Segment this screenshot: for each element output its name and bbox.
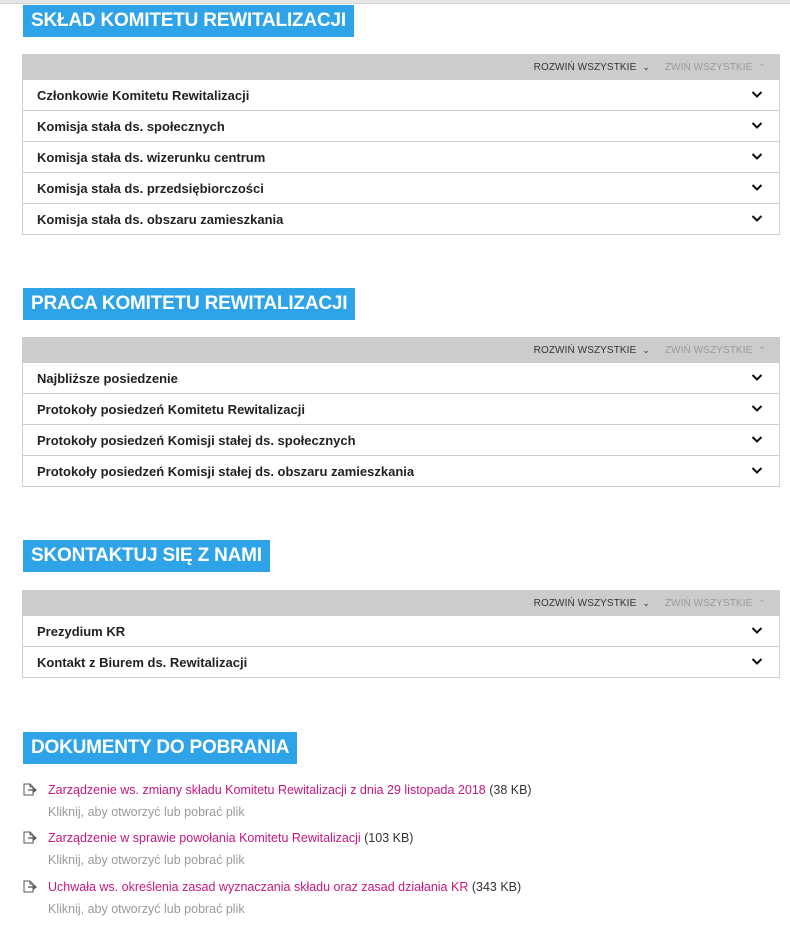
expand-all-label: ROZWIŃ WSZYSTKIE: [533, 62, 637, 73]
file-size: (38 KB): [489, 783, 532, 797]
accordion-kontakt: [22, 590, 780, 678]
collapse-all-label: ZWIŃ WSZYSTKIE: [664, 598, 753, 609]
chevron-down-icon: [751, 181, 763, 193]
chevron-down-icon: [751, 119, 763, 131]
chevron-down-icon: [751, 624, 763, 636]
section-title-sklad: SKŁAD KOMITETU REWITALIZACJI: [23, 5, 354, 37]
collapse-all-label: ZWIŃ WSZYSTKIE: [664, 62, 753, 73]
download-hint: Kliknij, aby otworzyć lub pobrać plik: [48, 902, 245, 916]
accordion-item-przedsiebiorczosci[interactable]: [23, 172, 779, 203]
chevron-down-icon: [751, 88, 763, 100]
accordion-toolbar: [22, 54, 780, 80]
download-link[interactable]: Uchwała ws. określenia zasad wyznaczania składu oraz zasad działania KR: [48, 880, 469, 894]
chevron-down-icon: ⌄: [642, 345, 650, 355]
file-icon: [22, 831, 38, 845]
accordion-item-prezydium[interactable]: [23, 616, 779, 646]
accordion-item-label: Prezydium KR: [37, 624, 126, 639]
accordion-item-protokoly-komitetu[interactable]: [23, 393, 779, 424]
accordion-item-label: Komisja stała ds. wizerunku centrum: [37, 150, 266, 165]
chevron-down-icon: [751, 212, 763, 224]
accordion-list: [22, 616, 780, 678]
collapse-all-button[interactable]: [665, 62, 766, 73]
accordion-item-protokoly-spolecznych[interactable]: [23, 424, 779, 455]
accordion-list: [22, 363, 780, 487]
file-size: (103 KB): [364, 831, 414, 845]
download-hint: Kliknij, aby otworzyć lub pobrać plik: [48, 853, 245, 867]
download-hint: Kliknij, aby otworzyć lub pobrać plik: [48, 805, 245, 819]
expand-all-button[interactable]: [534, 598, 650, 609]
collapse-all-label: ZWIŃ WSZYSTKIE: [664, 345, 753, 356]
chevron-up-icon: ⌃: [758, 345, 766, 355]
file-icon: [22, 783, 38, 797]
accordion-item-czlonkowie[interactable]: [23, 80, 779, 110]
accordion-item-label: Komisja stała ds. obszaru zamieszkania: [37, 212, 284, 227]
chevron-down-icon: [751, 655, 763, 667]
accordion-sklad: [22, 54, 780, 235]
accordion-item-zamieszkania[interactable]: [23, 203, 779, 234]
top-divider: [0, 0, 790, 4]
accordion-item-spolecznych[interactable]: [23, 110, 779, 141]
chevron-up-icon: ⌃: [758, 62, 766, 72]
collapse-all-button[interactable]: [665, 598, 766, 609]
chevron-down-icon: [751, 371, 763, 383]
file-size: (343 KB): [471, 880, 522, 894]
section-title-dokumenty: DOKUMENTY DO POBRANIA: [23, 732, 297, 764]
accordion-item-label: Najbliższe posiedzenie: [37, 371, 178, 386]
section-title-praca: PRACA KOMITETU REWITALIZACJI: [23, 288, 355, 320]
chevron-down-icon: ⌄: [642, 62, 650, 72]
accordion-praca: [22, 337, 780, 487]
accordion-item-wizerunku[interactable]: [23, 141, 779, 172]
download-link[interactable]: Zarządzenie ws. zmiany składu Komitetu Rewitalizacji z dnia 29 listopada 2018: [48, 783, 486, 797]
collapse-all-button[interactable]: [665, 345, 766, 356]
chevron-down-icon: [751, 433, 763, 445]
expand-all-button[interactable]: [534, 62, 650, 73]
accordion-item-label: Protokoły posiedzeń Komisji stałej ds. społecznych: [37, 433, 356, 448]
chevron-up-icon: ⌃: [758, 598, 766, 608]
chevron-down-icon: [751, 402, 763, 414]
accordion-item-label: Członkowie Komitetu Rewitalizacji: [37, 88, 250, 103]
accordion-item-label: Komisja stała ds. społecznych: [37, 119, 225, 134]
accordion-item-label: Protokoły posiedzeń Komitetu Rewitalizacji: [37, 402, 305, 417]
accordion-item-label: Protokoły posiedzeń Komisji stałej ds. obszaru zamieszkania: [37, 464, 415, 479]
accordion-item-label: Kontakt z Biurem ds. Rewitalizacji: [37, 655, 248, 670]
accordion-item-biuro[interactable]: [23, 646, 779, 677]
accordion-list: [22, 80, 780, 235]
expand-all-label: ROZWIŃ WSZYSTKIE: [533, 345, 637, 356]
accordion-item-najblizsze[interactable]: [23, 363, 779, 393]
download-link[interactable]: Zarządzenie w sprawie powołania Komitetu Rewitalizacji: [48, 831, 361, 845]
chevron-down-icon: ⌄: [642, 598, 650, 608]
accordion-toolbar: [22, 590, 780, 616]
accordion-toolbar: [22, 337, 780, 363]
expand-all-button[interactable]: [534, 345, 650, 356]
chevron-down-icon: [751, 464, 763, 476]
file-icon: [22, 880, 38, 894]
accordion-item-protokoly-zamieszkania[interactable]: [23, 455, 779, 486]
accordion-item-label: Komisja stała ds. przedsiębiorczości: [37, 181, 264, 196]
chevron-down-icon: [751, 150, 763, 162]
section-title-kontakt: SKONTAKTUJ SIĘ Z NAMI: [23, 540, 270, 572]
expand-all-label: ROZWIŃ WSZYSTKIE: [533, 598, 637, 609]
